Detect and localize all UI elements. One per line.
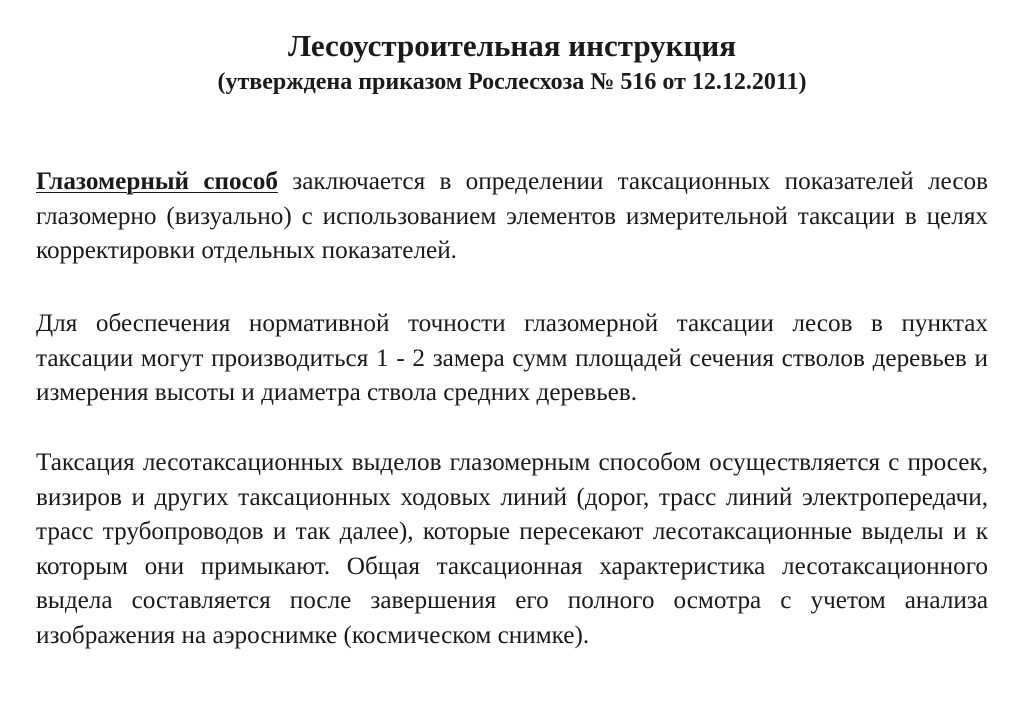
document-subtitle: (утверждена приказом Рослесхоза № 516 от 12.12.2011) [217,69,807,95]
paragraph-survey-procedure [36,446,988,653]
document-title: Лесоустроительная инструкция [287,28,737,63]
paragraph-text: Таксация лесотаксационных выделов глазомерным способом осуществляется с просек, визиров и других таксационных ходовых линий (дорог, трасс линий электропередачи, трасс трубопроводов и так далее), которые пересекают лесотаксационные выделы и к которым они примыкают. Общая таксационная характеристика лесотаксационного выдела составляется после завершения его полного осмотра с учетом анализа изображения на аэроснимке (космическом снимке). [36,449,988,649]
defined-term: Глазомерный способ [36,168,278,195]
paragraph-measurement-accuracy [36,307,988,411]
paragraph-text: заключается в определении таксационных показателей лесов глазомерно (визуально) с использованием элементов измерительной таксации в целях корректировки отдельных показателей. [36,168,989,264]
paragraph-text: Для обеспечения нормативной точности глазомерной таксации лесов в пунктах таксации могут производиться 1 - 2 замера сумм площадей сечения стволов деревьев и измерения высоты и диаметра ствола средних деревьев. [36,310,988,406]
paragraph-eye-estimation-method [36,165,988,269]
